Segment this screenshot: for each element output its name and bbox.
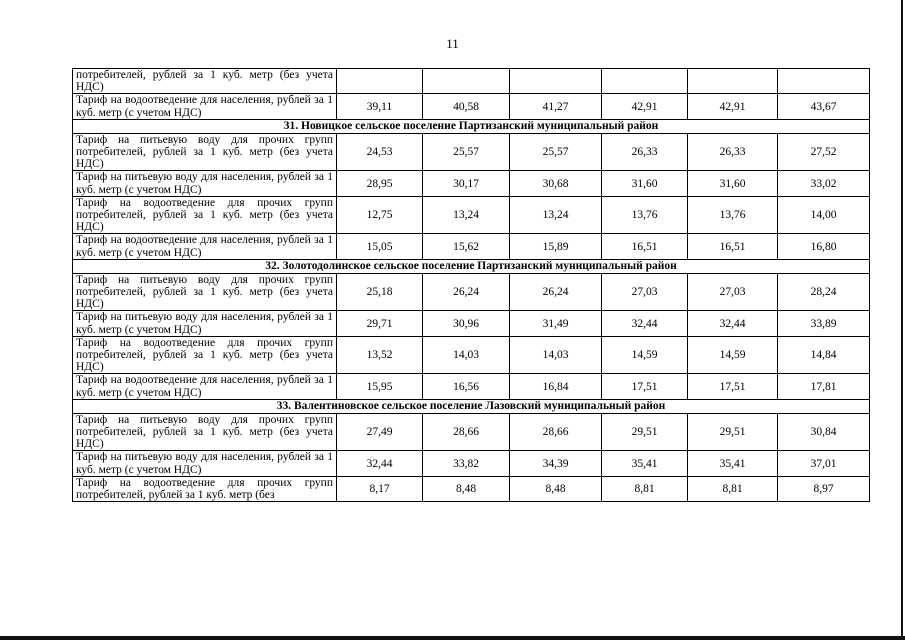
tariff-value-cell <box>510 69 602 94</box>
table-row <box>73 273 870 311</box>
table-row <box>73 336 870 374</box>
tariff-value-cell: 29,71 <box>337 311 423 336</box>
tariff-label-cell: Тариф на питьевую воду для прочих групп потребителей, рублей за 1 куб. метр (без учета НДС) <box>73 133 337 171</box>
tariff-value-cell: 16,56 <box>423 374 510 399</box>
tariff-value-cell: 30,68 <box>510 171 602 196</box>
tariff-value-cell: 31,49 <box>510 311 602 336</box>
tariff-value-cell: 29,51 <box>688 413 778 451</box>
tariff-value-cell: 29,51 <box>602 413 688 451</box>
table-row <box>73 476 870 501</box>
table-row <box>73 69 870 94</box>
tariff-value-cell: 35,41 <box>602 451 688 476</box>
tariff-label-cell: потребителей, рублей за 1 куб. метр (без учета НДС) <box>73 69 337 94</box>
tariff-value-cell: 25,57 <box>510 133 602 171</box>
tariff-label-cell: Тариф на питьевую воду для населения, рублей за 1 куб. метр (с учетом НДС) <box>73 311 337 336</box>
scan-edge-bottom <box>0 636 905 640</box>
section-header-row <box>73 119 870 133</box>
tariff-value-cell: 13,52 <box>337 336 423 374</box>
tariff-value-cell: 26,33 <box>602 133 688 171</box>
tariff-value-cell: 28,66 <box>423 413 510 451</box>
tariff-value-cell: 31,60 <box>602 171 688 196</box>
tariff-value-cell: 13,76 <box>688 196 778 234</box>
tariff-value-cell: 34,39 <box>510 451 602 476</box>
tariff-value-cell: 31,60 <box>688 171 778 196</box>
tariff-value-cell: 28,95 <box>337 171 423 196</box>
tariff-value-cell: 16,80 <box>778 234 870 259</box>
tariff-value-cell: 27,03 <box>688 273 778 311</box>
table-row <box>73 196 870 234</box>
tariff-label-cell: Тариф на питьевую воду для населения, рублей за 1 куб. метр (с учетом НДС) <box>73 171 337 196</box>
tariff-value-cell: 15,05 <box>337 234 423 259</box>
tariff-table-body <box>73 69 870 502</box>
tariff-value-cell: 17,51 <box>688 374 778 399</box>
tariff-value-cell: 27,49 <box>337 413 423 451</box>
tariff-value-cell: 14,03 <box>510 336 602 374</box>
tariff-value-cell: 33,82 <box>423 451 510 476</box>
tariff-value-cell: 25,18 <box>337 273 423 311</box>
tariff-value-cell: 37,01 <box>778 451 870 476</box>
table-row <box>73 311 870 336</box>
tariff-value-cell: 15,95 <box>337 374 423 399</box>
tariff-label-cell: Тариф на водоотведение для прочих групп потребителей, рублей за 1 куб. метр (без учета НДС) <box>73 196 337 234</box>
tariff-label-cell: Тариф на водоотведение для прочих групп потребителей, рублей за 1 куб. метр (без <box>73 476 337 501</box>
table-row <box>73 374 870 399</box>
tariff-value-cell: 42,91 <box>688 94 778 119</box>
tariff-value-cell: 15,89 <box>510 234 602 259</box>
tariff-value-cell: 41,27 <box>510 94 602 119</box>
tariff-value-cell: 8,17 <box>337 476 423 501</box>
tariff-value-cell: 32,44 <box>337 451 423 476</box>
tariff-value-cell: 15,62 <box>423 234 510 259</box>
tariff-value-cell: 33,02 <box>778 171 870 196</box>
tariff-value-cell: 26,33 <box>688 133 778 171</box>
tariff-value-cell: 39,11 <box>337 94 423 119</box>
tariff-label-cell: Тариф на водоотведение для прочих групп потребителей, рублей за 1 куб. метр (без учета НДС) <box>73 336 337 374</box>
tariff-table <box>72 68 870 502</box>
tariff-value-cell: 30,84 <box>778 413 870 451</box>
tariff-value-cell: 12,75 <box>337 196 423 234</box>
tariff-value-cell: 28,66 <box>510 413 602 451</box>
tariff-value-cell: 24,53 <box>337 133 423 171</box>
section-title: 31. Новицкое сельское поселение Партизанский муниципальный район <box>73 119 870 133</box>
table-row <box>73 94 870 119</box>
tariff-label-cell: Тариф на питьевую воду для населения, рублей за 1 куб. метр (с учетом НДС) <box>73 451 337 476</box>
tariff-value-cell: 25,57 <box>423 133 510 171</box>
tariff-value-cell: 27,52 <box>778 133 870 171</box>
tariff-label-cell: Тариф на питьевую воду для прочих групп потребителей, рублей за 1 куб. метр (без учета НДС) <box>73 273 337 311</box>
tariff-value-cell: 26,24 <box>510 273 602 311</box>
page-number: 11 <box>446 36 459 51</box>
tariff-value-cell: 30,17 <box>423 171 510 196</box>
tariff-value-cell: 32,44 <box>688 311 778 336</box>
section-title: 32. Золотодолинское сельское поселение Партизанский муниципальный район <box>73 259 870 273</box>
tariff-label-cell: Тариф на питьевую воду для прочих групп потребителей, рублей за 1 куб. метр (без учета НДС) <box>73 413 337 451</box>
tariff-value-cell <box>778 69 870 94</box>
tariff-value-cell: 26,24 <box>423 273 510 311</box>
tariff-value-cell <box>688 69 778 94</box>
tariff-value-cell: 17,51 <box>602 374 688 399</box>
tariff-value-cell: 27,03 <box>602 273 688 311</box>
tariff-value-cell: 35,41 <box>688 451 778 476</box>
section-title: 33. Валентиновское сельское поселение Лазовский муниципальный район <box>73 399 870 413</box>
tariff-value-cell: 16,51 <box>602 234 688 259</box>
tariff-value-cell: 16,51 <box>688 234 778 259</box>
section-header-row <box>73 259 870 273</box>
tariff-value-cell: 30,96 <box>423 311 510 336</box>
tariff-value-cell: 32,44 <box>602 311 688 336</box>
tariff-value-cell: 42,91 <box>602 94 688 119</box>
tariff-label-cell: Тариф на водоотведение для населения, рублей за 1 куб. метр (с учетом НДС) <box>73 234 337 259</box>
tariff-value-cell: 17,81 <box>778 374 870 399</box>
table-row <box>73 451 870 476</box>
tariff-value-cell: 14,00 <box>778 196 870 234</box>
tariff-value-cell: 14,03 <box>423 336 510 374</box>
tariff-value-cell <box>337 69 423 94</box>
tariff-value-cell <box>602 69 688 94</box>
tariff-value-cell: 8,81 <box>602 476 688 501</box>
tariff-value-cell: 13,76 <box>602 196 688 234</box>
tariff-label-cell: Тариф на водоотведение для населения, рублей за 1 куб. метр (с учетом НДС) <box>73 374 337 399</box>
tariff-value-cell: 8,97 <box>778 476 870 501</box>
scan-edge-right <box>901 0 903 640</box>
tariff-value-cell: 8,48 <box>510 476 602 501</box>
tariff-value-cell: 8,81 <box>688 476 778 501</box>
tariff-value-cell: 13,24 <box>423 196 510 234</box>
tariff-value-cell: 14,59 <box>602 336 688 374</box>
tariff-value-cell: 43,67 <box>778 94 870 119</box>
tariff-value-cell: 14,59 <box>688 336 778 374</box>
section-header-row <box>73 399 870 413</box>
tariff-value-cell: 13,24 <box>510 196 602 234</box>
tariff-label-cell: Тариф на водоотведение для населения, рублей за 1 куб. метр (с учетом НДС) <box>73 94 337 119</box>
table-row <box>73 133 870 171</box>
table-row <box>73 234 870 259</box>
table-row <box>73 413 870 451</box>
tariff-value-cell: 8,48 <box>423 476 510 501</box>
tariff-value-cell: 14,84 <box>778 336 870 374</box>
tariff-value-cell: 16,84 <box>510 374 602 399</box>
table-row <box>73 171 870 196</box>
tariff-value-cell <box>423 69 510 94</box>
tariff-value-cell: 33,89 <box>778 311 870 336</box>
tariff-value-cell: 28,24 <box>778 273 870 311</box>
tariff-value-cell: 40,58 <box>423 94 510 119</box>
